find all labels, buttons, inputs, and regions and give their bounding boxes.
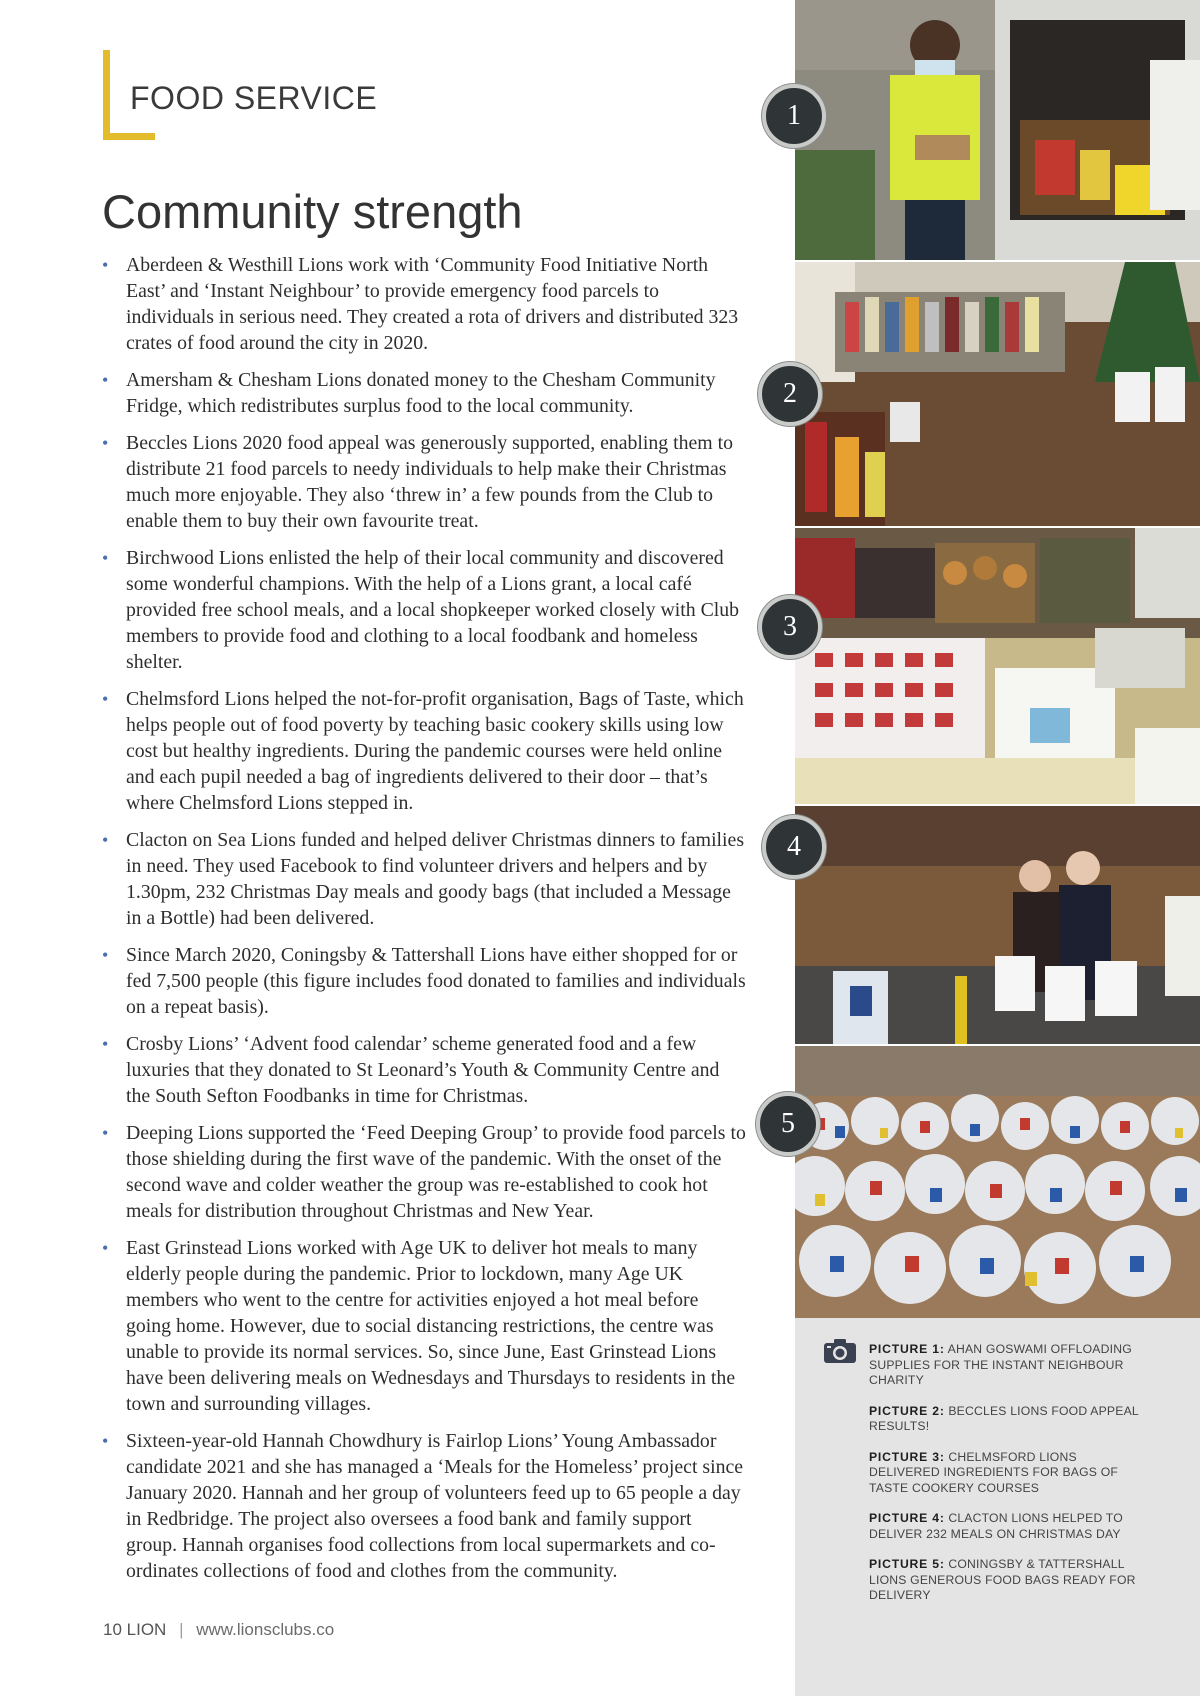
caption-item <box>869 1450 1139 1497</box>
list-item <box>102 942 747 1020</box>
website-link[interactable]: www.lionsclubs.co <box>196 1620 335 1639</box>
caption-item <box>869 1511 1139 1542</box>
caption-label: PICTURE 4: <box>869 1511 945 1525</box>
list-item <box>102 827 747 931</box>
photo-4 <box>795 806 1200 1044</box>
section-bracket-vertical <box>103 50 110 140</box>
caption-list <box>869 1342 1139 1619</box>
magazine-name: LION <box>126 1620 167 1639</box>
list-item-text: Sixteen-year-old Hannah Chowdhury is Fairlop Lions’ Young Ambassador candidate 2021 and she has managed a ‘Meals for the Homeless’ project since January 2020. Hannah and her group of volunteers feed up to 65 people a day in Redbridge. The project also oversees a food bank and family support group. Hannah organises food collections from local supermarkets and co-ordinates collections of food and clothes from the community. <box>126 1430 744 1582</box>
list-item <box>102 686 747 816</box>
list-item-text: Aberdeen & Westhill Lions work with ‘Community Food Initiative North East’ and ‘Instant Neighbour’ to provide emergency food parcels to individuals in serious need. They created a rota of drivers and distributed 323 crates of food around the city in 2020. <box>126 254 739 354</box>
list-item <box>102 430 747 534</box>
photo-number-badge: 1 <box>762 84 826 148</box>
caption-item <box>869 1557 1139 1604</box>
list-item-text: Beccles Lions 2020 food appeal was generously supported, enabling them to distribute 21 food parcels to needy individuals to help make their Christmas much more enjoyable. They also ‘threw in’ a few pounds from the Club to enable them to buy their own favourite treat. <box>126 432 734 532</box>
list-item-text: Amersham & Chesham Lions donated money to the Chesham Community Fridge, which redistributes surplus food to the local community. <box>126 369 716 417</box>
caption-label: PICTURE 3: <box>869 1449 945 1464</box>
section-bracket-horizontal <box>103 133 155 140</box>
caption-text: BECCLES LIONS FOOD APPEAL RESULTS! <box>869 1403 1139 1433</box>
caption-item <box>869 1404 1139 1435</box>
photo-2 <box>795 262 1200 526</box>
photo-number-badge: 3 <box>758 595 822 659</box>
bullet-icon: • <box>102 433 109 453</box>
photo-number-badge: 2 <box>758 362 822 426</box>
list-item <box>102 545 747 675</box>
list-item-text: Clacton on Sea Lions funded and helped deliver Christmas dinners to families in need. They used Facebook to find volunteer drivers and helpers and by 1.30pm, 232 Christmas Day meals and goody bags (that included a Message in a Bottle) had been delivered. <box>126 829 745 929</box>
footer-separator: | <box>179 1620 184 1639</box>
bullet-icon: • <box>102 830 109 850</box>
bullet-icon: • <box>102 689 109 709</box>
list-item <box>102 1031 747 1109</box>
photo-5 <box>795 1046 1200 1318</box>
bullet-icon: • <box>102 1034 109 1054</box>
list-item <box>102 1120 747 1224</box>
bullet-icon: • <box>102 1123 109 1143</box>
page-number: 10 <box>103 1620 122 1639</box>
caption-text: AHAN GOSWAMI OFFLOADING SUPPLIES FOR THE INSTANT NEIGHBOUR CHARITY <box>869 1342 1132 1387</box>
photo-number-badge: 4 <box>762 815 826 879</box>
caption-item <box>869 1342 1139 1389</box>
list-item-text: Since March 2020, Coningsby & Tattershall Lions have either shopped for or fed 7,500 people (this figure includes food donated to families and individuals on a repeat basis). <box>126 944 746 1018</box>
photo-number-badge: 5 <box>756 1092 820 1156</box>
bullet-icon: • <box>102 1238 109 1258</box>
article-list <box>102 252 747 1595</box>
list-item <box>102 252 747 356</box>
page-footer <box>103 1620 334 1640</box>
caption-panel <box>795 1318 1200 1696</box>
photo-3 <box>795 528 1200 804</box>
section-label: FOOD SERVICE <box>130 80 378 116</box>
camera-icon <box>823 1338 857 1364</box>
caption-text: CHELMSFORD LIONS DELIVERED INGREDIENTS FOR BAGS OF TASTE COOKERY COURSES <box>869 1449 1119 1495</box>
list-item-text: Deeping Lions supported the ‘Feed Deeping Group’ to provide food parcels to those shielding during the first wave of the pandemic. With the onset of the second wave and colder weather the group was re-established to cook hot meals for distribution throughout Christmas and New Year. <box>126 1122 746 1222</box>
caption-text: CONINGSBY & TATTERSHALL LIONS GENEROUS FOOD BAGS READY FOR DELIVERY <box>869 1557 1136 1602</box>
caption-label: PICTURE 1: <box>869 1342 945 1356</box>
list-item <box>102 367 747 419</box>
bullet-icon: • <box>102 548 109 568</box>
caption-label: PICTURE 5: <box>869 1557 945 1571</box>
list-item-text: East Grinstead Lions worked with Age UK to deliver hot meals to many elderly people during the pandemic. Prior to lockdown, many Age UK members who went to the centre for activities enjoyed a hot meal before going home. However, due to social distancing restrictions, the centre was unable to provide its normal services. So, since June, East Grinstead Lions have been delivering meals on Wednesdays and Thursdays to residents in the town and surrounding villages. <box>126 1237 736 1415</box>
list-item <box>102 1428 747 1584</box>
bullet-icon: • <box>102 1431 109 1451</box>
list-item-text: Crosby Lions’ ‘Advent food calendar’ scheme generated food and a few luxuries that they donated to St Leonard’s Youth & Community Centre and the South Sefton Foodbanks in time for Christmas. <box>126 1033 720 1107</box>
bullet-icon: • <box>102 945 109 965</box>
list-item-text: Chelmsford Lions helped the not-for-profit organisation, Bags of Taste, which helps people out of food poverty by teaching basic cookery skills using low cost but healthy ingredients. During the pandemic courses were held online and each pupil needed a bag of ingredients delivered to their door – that’s where Chelmsford Lions stepped in. <box>126 688 744 814</box>
photo-1 <box>795 0 1200 260</box>
bullet-icon: • <box>102 255 109 275</box>
photo-column <box>795 0 1200 1318</box>
list-item-text: Birchwood Lions enlisted the help of their local community and discovered some wonderful champions. With the help of a Lions grant, a local café provided free school meals, and a local shopkeeper worked closely with Club members to provide food and clothing to a local foodbank and homeless shelter. <box>126 547 740 673</box>
caption-label: PICTURE 2: <box>869 1403 945 1418</box>
bullet-icon: • <box>102 370 109 390</box>
caption-text: CLACTON LIONS HELPED TO DELIVER 232 MEALS ON CHRISTMAS DAY <box>869 1511 1123 1541</box>
list-item <box>102 1235 747 1417</box>
page-title: Community strength <box>102 185 523 238</box>
